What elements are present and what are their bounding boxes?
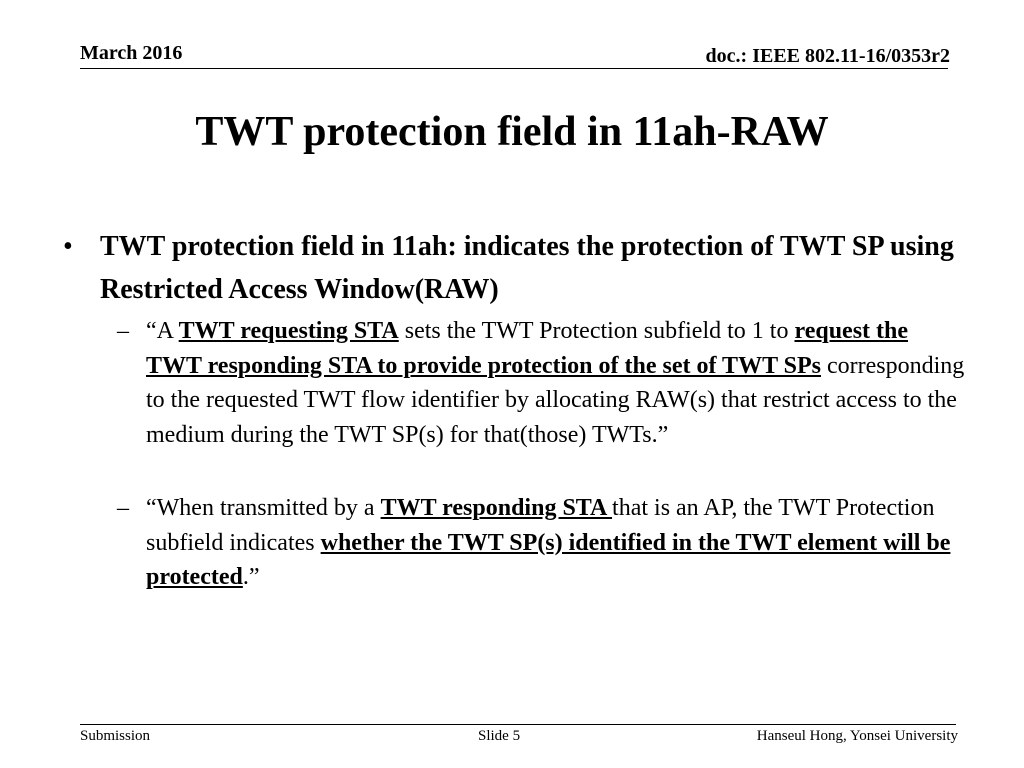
- header-date: March 2016: [80, 42, 183, 64]
- bullet-dot-icon: •: [63, 231, 73, 262]
- sub2-text-2: that is an AP, the TWT Protection subfield indicates: [146, 495, 935, 556]
- header-divider: [80, 68, 948, 69]
- sub2-underlined-2: whether the TWT SP(s) identified in the TWT element will be protected: [146, 529, 951, 590]
- sub-bullet-2: [146, 491, 968, 595]
- sub-bullet-1: [146, 314, 968, 452]
- bullet-main: TWT protection field in 11ah: indicates the protection of TWT SP using Restricted Access Window(RAW): [100, 231, 954, 305]
- sub1-text-2: sets the TWT Protection subfield to 1 to: [398, 318, 795, 344]
- footer-slide-number: Slide 5: [478, 728, 521, 744]
- footer-left: Submission: [80, 728, 151, 744]
- sub2-text-1: “When transmitted by a: [146, 495, 381, 521]
- footer-divider: [80, 724, 956, 725]
- slide-title: TWT protection field in 11ah-RAW: [195, 109, 829, 155]
- header-doc-id: doc.: IEEE 802.11-16/0353r2: [705, 45, 950, 67]
- footer-author: Hanseul Hong, Yonsei University: [756, 728, 958, 744]
- dash-icon: –: [117, 495, 129, 521]
- sub2-underlined-1: TWT responding STA: [380, 495, 613, 521]
- dash-icon: –: [117, 318, 129, 344]
- sub2-text-3: .”: [242, 564, 260, 590]
- sub1-text-3: corresponding to the requested TWT flow identifier by allocating RAW(s) that restrict access to the medium during the TWT SP(s) for that(those) TWTs.”: [146, 352, 965, 448]
- sub1-underlined-2: request the TWT responding STA to provide protection of the set of TWT SPs: [146, 318, 909, 379]
- sub1-underlined-1: TWT requesting STA: [178, 318, 399, 344]
- sub1-text-1: “A: [146, 318, 179, 344]
